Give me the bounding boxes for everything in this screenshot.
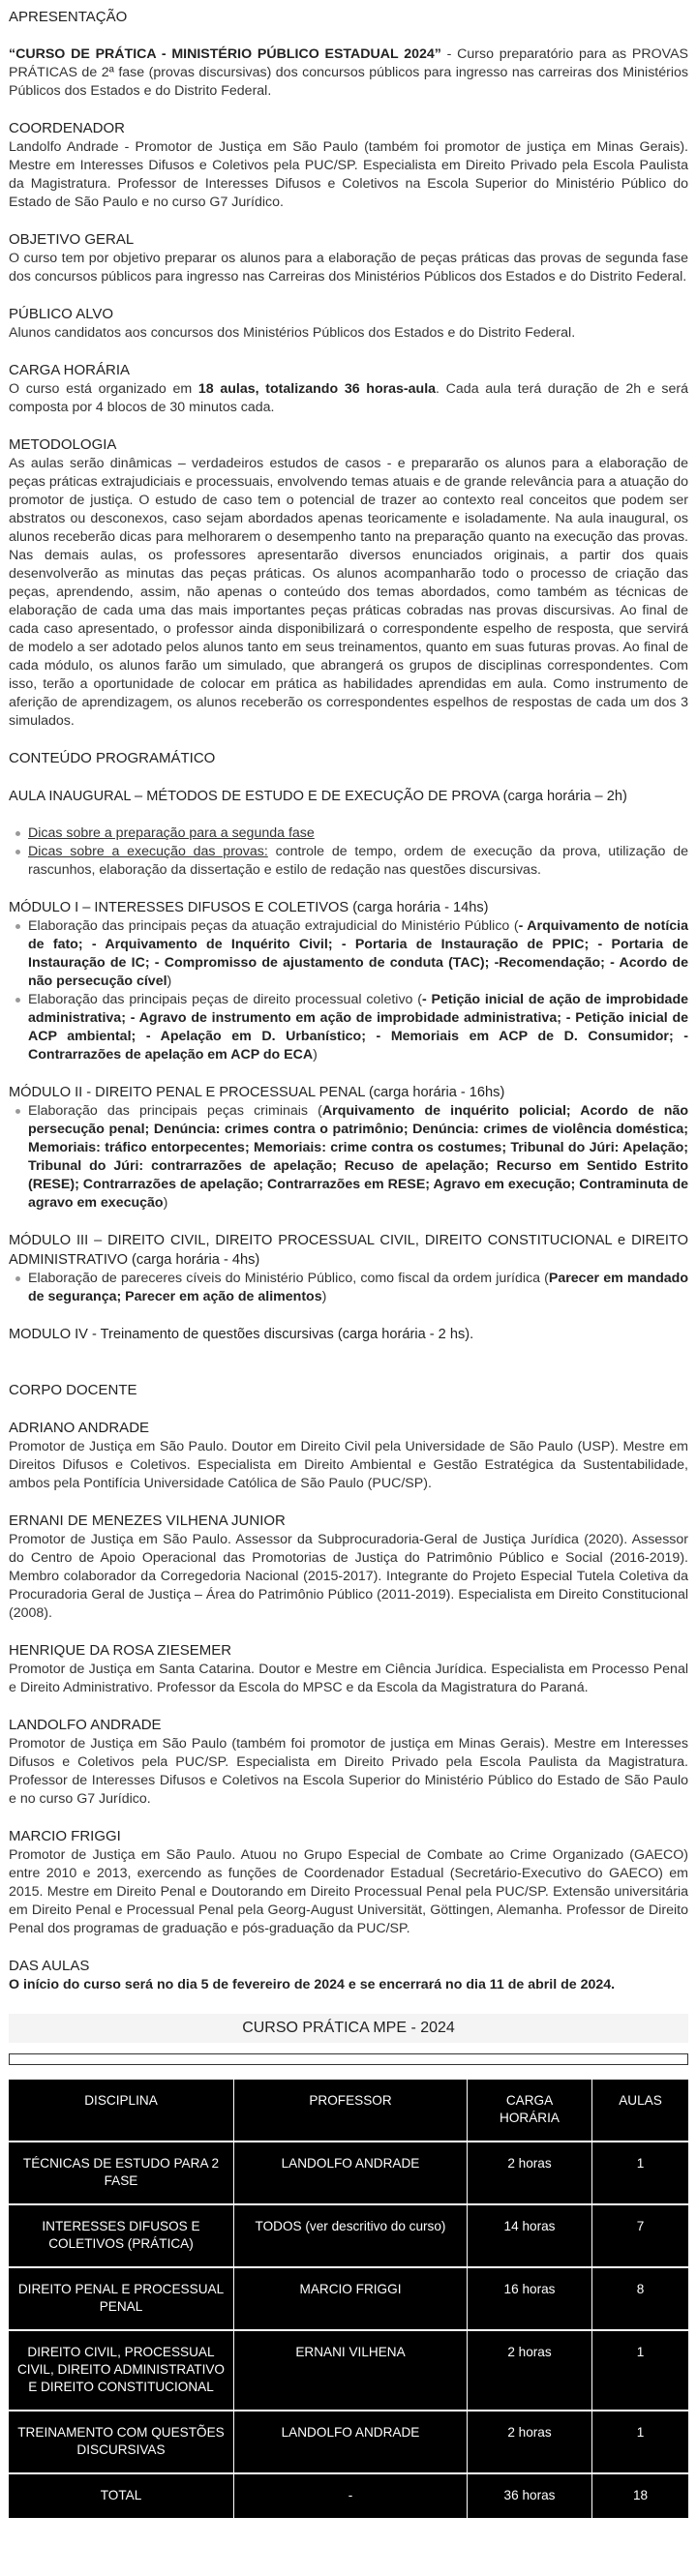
heading-objetivo: OBJETIVO GERAL	[9, 231, 135, 248]
heading-conteudo-programatico: CONTEÚDO PROGRAMÁTICO	[9, 750, 216, 766]
cell-professor: ERNANI VILHENA	[234, 2330, 468, 2411]
professor-name: LANDOLFO ANDRADE	[9, 1717, 162, 1733]
modulo-2-list	[9, 1102, 688, 1213]
modulo-3-list	[9, 1270, 688, 1306]
cell-professor: LANDOLFO ANDRADE	[234, 2411, 468, 2473]
cell-carga: 36 horas	[468, 2473, 592, 2518]
professor-bio: Promotor de Justiça em São Paulo. Assessor da Subprocuradoria-Geral de Justiça Jurídica (2020). Assessor do Centro de Apoio Operacional das Promotorias de Justiça do Patrimônio Público e Social (2016-2019). Membro colaborador da Corregedoria Nacional (2015-2017). Integrante do Projeto Especial Tutela Coletiva da Procuradoria Geral de Justiça – Área do Patrimônio Público (2011-2019). Especialista em Direito Constitucional (2008).	[9, 1532, 688, 1621]
professor-name: ERNANI DE MENEZES VILHENA JUNIOR	[9, 1513, 286, 1529]
list-item: Elaboração de pareceres cíveis do Ministério Público, como fiscal da ordem jurídica (Parecer em mandado de segurança; Parecer em ação de alimentos)	[28, 1271, 688, 1304]
list-item: Elaboração das principais peças da atuação extrajudicial do Ministério Público (- Arquivamento de notícia de fato; - Arquivamento de Inquérito Civil; - Portaria de Instauração de PPIC; - Portaria de Instauração de IC; - Compromisso de ajustamento de conduta (TAC); -Recomendação; - Acordo de não persecução cível)	[28, 918, 688, 989]
table-row	[9, 2330, 688, 2411]
heading-carga-horaria: CARGA HORÁRIA	[9, 362, 131, 378]
modulo-4-heading: MODULO IV - Treinamento de questões discursivas (carga horária - 2 hs).	[9, 1327, 474, 1342]
cell-disciplina: TOTAL	[9, 2473, 234, 2518]
cell-disciplina: TREINAMENTO COM QUESTÕES DISCURSIVAS	[9, 2411, 234, 2473]
table-row	[9, 2267, 688, 2330]
cell-carga: 2 horas	[468, 2142, 592, 2204]
aula-inaugural-list	[9, 824, 688, 880]
professor-bio: Promotor de Justiça em São Paulo. Doutor em Direito Civil pela Universidade de São Paulo (USP). Mestre em Direitos Difusos e Coletivos. Especialista em Direito Ambiental e Gestão Estratégica da Sustentabilidade, ambos pela Pontifícia Universidade Católica de São Paulo (PUC/SP).	[9, 1439, 688, 1491]
professor-entry	[9, 1419, 688, 1493]
cell-aulas: 1	[592, 2411, 689, 2473]
cell-disciplina: DIREITO PENAL E PROCESSUAL PENAL	[9, 2267, 234, 2330]
cell-professor: MARCIO FRIGGI	[234, 2267, 468, 2330]
professor-name: HENRIQUE DA ROSA ZIESEMER	[9, 1642, 232, 1659]
heading-das-aulas: DAS AULAS	[9, 1958, 90, 1974]
empty-box	[9, 2053, 688, 2065]
cell-aulas: 7	[592, 2204, 689, 2267]
heading-metodologia: METODOLOGIA	[9, 436, 117, 453]
header-professor: PROFESSOR	[234, 2080, 468, 2142]
metodologia-text: As aulas serão dinâmicas – verdadeiros estudos de casos - e prepararão os alunos para a elaboração de peças práticas extrajudiciais e processuais, envolvendo temas atuais e de grande relevância para a atuação do promotor de justiça. O estudo de caso tem o potencial de trazer ao contexto real conceitos que podem ser abstratos ou desconexos, caso sejam abordados apenas teoricamente e isoladamente. Na aula inaugural, os alunos receberão dicas para melhorarem o desempenho tanto na preparação quanto na execução das provas. Nas demais aulas, os professores apresentarão diversos enunciados originais, a partir dos quais desenvolverão as minutas das peças práticas. Os alunos acompanharão todo o processo de criação das peças, aprendendo, assim, não apenas o conteúdo dos temas abordados, como também as técnicas de elaboração de cada uma das mais importantes peças práticas cobradas nas provas discursivas. Ao final de cada caso apresentado, o professor ainda disponibilizará o correspondente espelho de resposta, que servirá de modelo a ser adotado pelos alunos tanto em seus treinamentos, quanto em suas futuras provas. Ao final de cada módulo, os alunos farão um simulado, que abrangerá os grupos de disciplinas correspondentes. Com isso, terão a oportunidade de colocar em prática as habilidades aprendidas em aula. Como instrumento de aferição de aprendizagem, os alunos receberão os correspondentes espelhos de respostas de cada um dos 3 simulados.	[9, 456, 688, 729]
cell-carga: 16 horas	[468, 2267, 592, 2330]
table-header-row	[9, 2080, 688, 2142]
dicas-execucao-link[interactable]: Dicas sobre a execução das provas:	[28, 844, 268, 859]
cell-carga: 2 horas	[468, 2330, 592, 2411]
coordenador-text: Landolfo Andrade - Promotor de Justiça em São Paulo (também foi promotor de justiça em Minas Gerais). Mestre em Interesses Difusos e Coletivos pela PUC/SP. Especialista em Direito Privado pela Escola Paulista da Magistratura. Professor de Interesses Difusos e Coletivos na Escola Superior do Ministério Público do Estado de São Paulo e no curso G7 Jurídico.	[9, 139, 688, 210]
list-item	[28, 824, 688, 843]
table-row	[9, 2411, 688, 2473]
table-row	[9, 2142, 688, 2204]
carga-horaria-text: O curso está organizado em 18 aulas, totalizando 36 horas-aula. Cada aula terá duração de 2h e será composta por 4 blocos de 30 minutos cada.	[9, 381, 688, 415]
cell-carga: 2 horas	[468, 2411, 592, 2473]
cell-disciplina: INTERESSES DIFUSOS E COLETIVOS (PRÁTICA)	[9, 2204, 234, 2267]
cell-carga: 14 horas	[468, 2204, 592, 2267]
professor-entry	[9, 1827, 688, 1938]
list-item: Dicas sobre a execução das provas: controle de tempo, ordem de execução da prova, utilização de rascunhos, elaboração da dissertação e estilo de redação nas questões discursivas.	[28, 844, 688, 878]
cell-professor: -	[234, 2473, 468, 2518]
professor-bio: Promotor de Justiça em Santa Catarina. Doutor e Mestre em Ciência Jurídica. Especialista em Processo Penal e Direito Administrativo. Professor da Escola do MPSC e da Escola da Magistratura do Paraná.	[9, 1662, 688, 1695]
list-item: Elaboração das principais peças criminais (Arquivamento de inquérito policial; Acordo de não persecução penal; Denúncia: crimes contra o patrimônio; Denúncia: crimes de violência doméstica; Memoriais: tráfico entorpecentes; Memoriais: crime contra os costumes; Tribunal do Júri: Apelação; Tribunal do Júri: contrarrazões de apelação; Recuso de apelação; Recurso em Sentido Estrito (RESE); Contrarrazões de apelação; Contrarrazões em RESE; Agravo em execução; Contraminuta de agravo em execução)	[28, 1103, 688, 1211]
table-row	[9, 2204, 688, 2267]
cell-aulas: 8	[592, 2267, 689, 2330]
schedule-banner: CURSO PRÁTICA MPE - 2024	[9, 2014, 688, 2043]
heading-publico-alvo: PÚBLICO ALVO	[9, 306, 114, 322]
schedule-table	[9, 2080, 688, 2518]
dicas-preparacao-link[interactable]: Dicas sobre a preparação para a segunda fase	[28, 825, 315, 841]
modulo-1-list	[9, 917, 688, 1064]
professor-bio: Promotor de Justiça em São Paulo (também foi promotor de justiça em Minas Gerais). Mestre em Interesses Difusos e Coletivos pela PUC/SP. Especialista em Direito Privado pela Escola Paulista da Magistratura. Professor de Interesses Difusos e Coletivos na Escola Superior do Ministério Público do Estado de São Paulo e no curso G7 Jurídico.	[9, 1736, 688, 1807]
cell-aulas: 1	[592, 2142, 689, 2204]
professor-name: MARCIO FRIGGI	[9, 1828, 121, 1844]
table-total-row	[9, 2473, 688, 2518]
header-carga-horaria: CARGA HORÁRIA	[468, 2080, 592, 2142]
professor-entry	[9, 1512, 688, 1623]
professor-name: ADRIANO ANDRADE	[9, 1420, 150, 1436]
cell-aulas: 18	[592, 2473, 689, 2518]
professor-bio: Promotor de Justiça em São Paulo. Atuou no Grupo Especial de Combate ao Crime Organizado (GAECO) entre 2010 e 2013, exercendo as funções de Coordenador Estadual (Secretário-Executivo do GAECO) em 2015. Mestre em Direito Penal e Doutorando em Direito Processual Penal pela PUC/SP. Extensão universitária em Direito Penal e Processual Penal pela Georg-August Universität, Göttingen, Alemanha. Professor de Direito Penal dos programas de graduação e pós-graduação da PUC/SP.	[9, 1847, 688, 1936]
modulo-2-heading: MÓDULO II - DIREITO PENAL E PROCESSUAL PENAL (carga horária - 16hs)	[9, 1085, 505, 1100]
das-aulas-text: O início do curso será no dia 5 de fevereiro de 2024 e se encerrará no dia 11 de abril de 2024.	[9, 1977, 616, 1992]
heading-corpo-docente: CORPO DOCENTE	[9, 1382, 137, 1398]
heading-apresentacao: APRESENTAÇÃO	[9, 9, 128, 25]
modulo-3-heading: MÓDULO III – DIREITO CIVIL, DIREITO PROCESSUAL CIVIL, DIREITO CONSTITUCIONAL e DIREITO ADMINISTRATIVO (carga horária - 4hs)	[9, 1233, 688, 1268]
aula-inaugural-heading: AULA INAUGURAL – MÉTODOS DE ESTUDO E DE EXECUÇÃO DE PROVA (carga horária – 2h)	[9, 789, 627, 804]
objetivo-text: O curso tem por objetivo preparar os alunos para a elaboração de peças práticas das provas de segunda fase dos concursos públicos para ingresso nas Carreiras dos Ministérios Públicos dos Estados e do Distrito Federal.	[9, 251, 688, 285]
list-item: Elaboração das principais peças de direito processual coletivo (- Petição inicial de ação de improbidade administrativa; - Agravo de instrumento em ação de improbidade administrativa; - Petição inicial de ACP ambiental; - Apelação em D. Urbanístico; - Memoriais em ACP de D. Consumidor; - Contrarrazões de apelação em ACP do ECA)	[28, 992, 689, 1063]
professor-entry	[9, 1641, 688, 1697]
publico-alvo-text: Alunos candidatos aos concursos dos Ministérios Públicos dos Estados e do Distrito Federal.	[9, 325, 576, 341]
header-aulas: AULAS	[592, 2080, 689, 2142]
course-title-quote: “CURSO DE PRÁTICA - MINISTÉRIO PÚBLICO ESTADUAL 2024”	[9, 46, 441, 62]
cell-professor: LANDOLFO ANDRADE	[234, 2142, 468, 2204]
apresentacao-text: “CURSO DE PRÁTICA - MINISTÉRIO PÚBLICO ESTADUAL 2024” - Curso preparatório para as PROVAS PRÁTICAS de 2ª fase (provas discursivas) dos concursos públicos para ingresso nas carreiras dos Ministérios Públicos dos Estados e do Distrito Federal.	[9, 46, 688, 99]
cell-aulas: 1	[592, 2330, 689, 2411]
cell-professor: TODOS (ver descritivo do curso)	[234, 2204, 468, 2267]
professor-entry	[9, 1716, 688, 1809]
cell-disciplina: TÉCNICAS DE ESTUDO PARA 2 FASE	[9, 2142, 234, 2204]
modulo-1-heading: MÓDULO I – INTERESSES DIFUSOS E COLETIVOS (carga horária - 14hs)	[9, 900, 489, 915]
header-disciplina: DISCIPLINA	[84, 2093, 158, 2108]
heading-coordenador: COORDENADOR	[9, 120, 126, 136]
cell-disciplina: DIREITO CIVIL, PROCESSUAL CIVIL, DIREITO ADMINISTRATIVO E DIREITO CONSTITUCIONAL	[9, 2330, 234, 2411]
